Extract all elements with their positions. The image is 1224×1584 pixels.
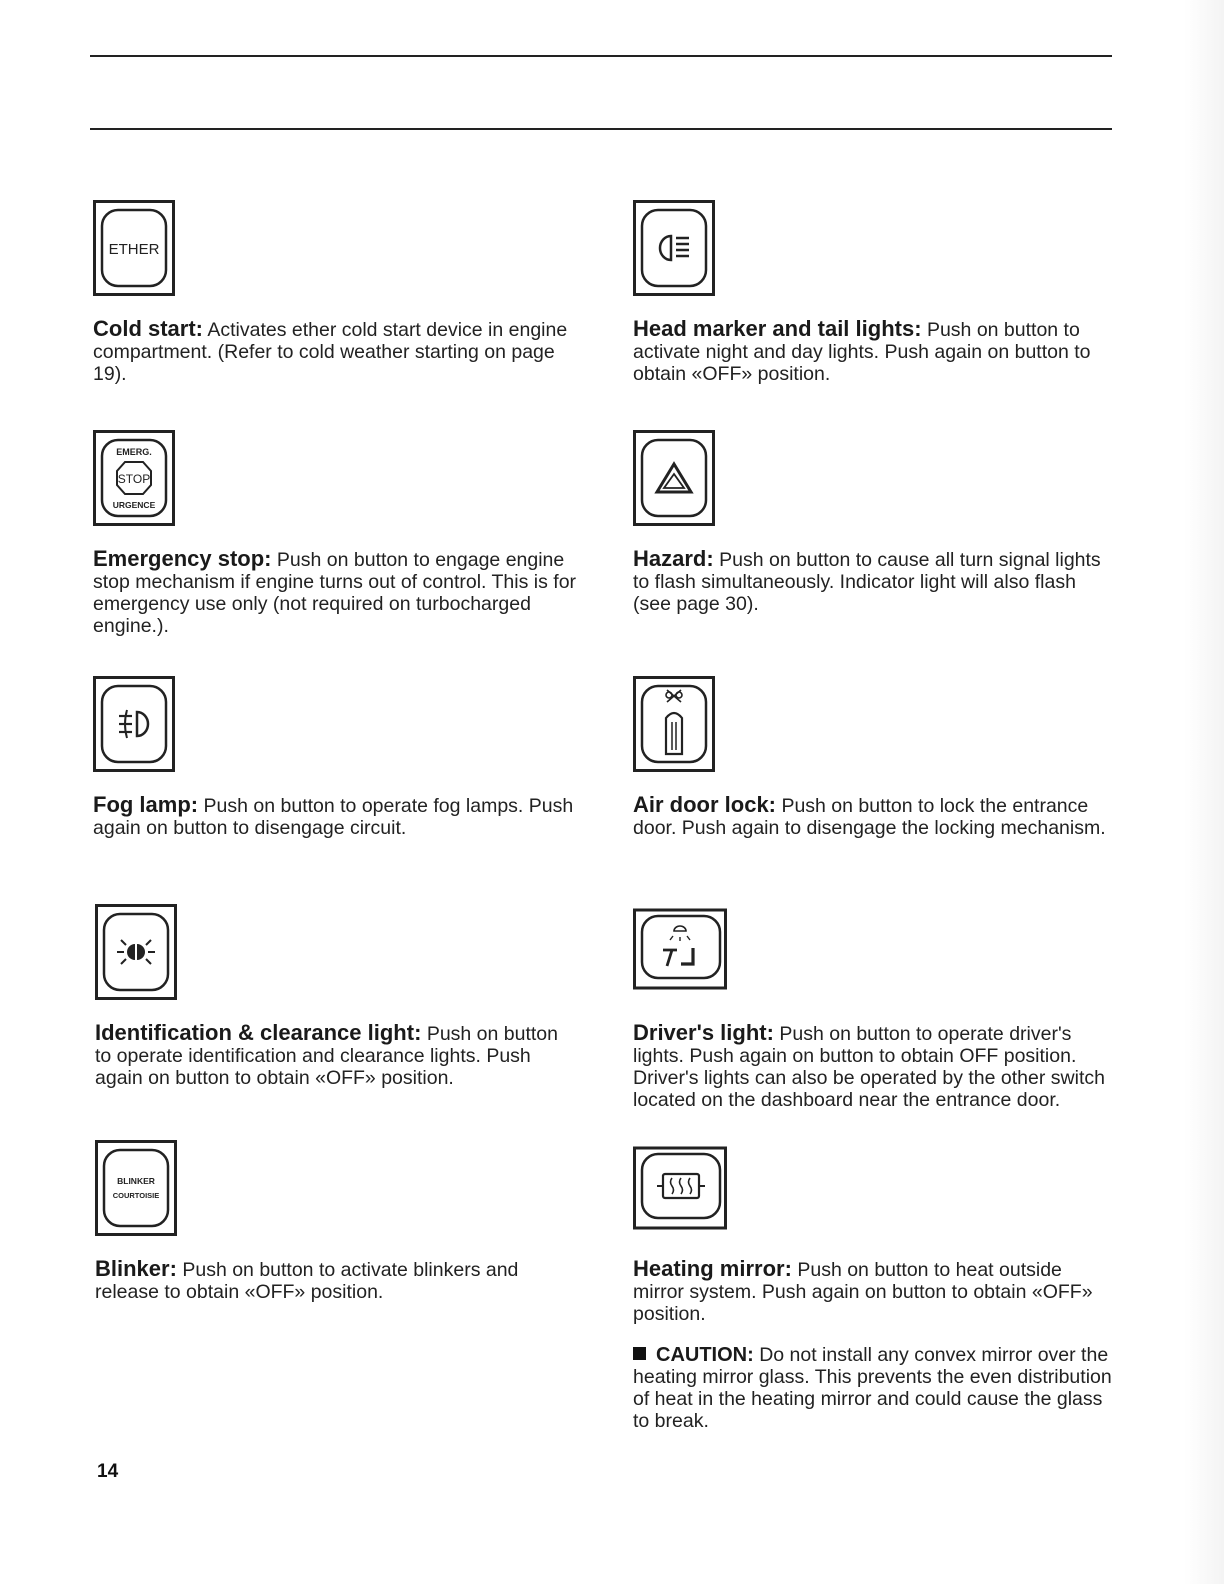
top-rule <box>90 55 1112 57</box>
term-head-marker: Head marker and tail lights: <box>633 316 922 341</box>
entry-drivers-light <box>633 904 1117 1111</box>
caution-square-icon <box>633 1347 646 1360</box>
caution-note <box>633 1344 1123 1432</box>
text-air-door-lock: Push on button to lock the entrance door. Push again to disengage the locking mechanism. <box>633 795 1106 839</box>
entry-fog-lamp <box>93 676 577 839</box>
entry-emergency-stop <box>93 430 577 637</box>
entry-cold-start <box>93 200 577 385</box>
term-cold-start: Cold start: <box>93 316 203 341</box>
entry-head-marker <box>633 200 1117 385</box>
text-cold-start: Activates ether cold start device in engine compartment. (Refer to cold weather starting on page 19). <box>93 319 568 385</box>
term-clearance-light: Identification & clearance light: <box>95 1020 422 1045</box>
page-number: 14 <box>97 1461 119 1482</box>
text-blinker: Push on button to activate blinkers and release to obtain «OFF» position. <box>95 1259 519 1303</box>
emerg-label: EMERG. <box>116 447 152 457</box>
text-head-marker: Push on button to activate night and day lights. Push again on button to obtain «OFF» position. <box>633 319 1091 385</box>
emergency-stop-switch-icon <box>93 430 175 526</box>
heating-mirror-switch-icon <box>633 1140 729 1236</box>
ether-label: ETHER <box>108 241 160 258</box>
text-drivers-light: Push on button to operate driver's lights. Push again on button to obtain OFF position. Driver's lights can also be operated by the other switch located on the dashboard near the entrance door. <box>633 1023 1105 1111</box>
entry-clearance-light <box>95 904 579 1089</box>
drivers-light-switch-icon <box>633 904 729 1000</box>
term-drivers-light: Driver's light: <box>633 1020 774 1045</box>
air-door-lock-switch-icon <box>633 676 715 772</box>
text-hazard: Push on button to cause all turn signal lights to flash simultaneously. Indicator light will also flash (see page 30). <box>633 549 1101 615</box>
head-marker-lights-switch-icon <box>633 200 715 296</box>
term-fog-lamp: Fog lamp: <box>93 792 199 817</box>
term-blinker: Blinker: <box>95 1256 177 1281</box>
clearance-light-switch-icon <box>95 904 177 1000</box>
header-rule <box>90 128 1112 130</box>
caution-text: Do not install any convex mirror over the heating mirror glass. This prevents the even distribution of heat in the heating mirror and could cause the glass to break. <box>633 1344 1112 1432</box>
term-hazard: Hazard: <box>633 546 714 571</box>
text-fog-lamp: Push on button to operate fog lamps. Push again on button to disengage circuit. <box>93 795 574 839</box>
blinker-switch-icon <box>95 1140 177 1236</box>
entry-heating-mirror <box>633 1140 1117 1325</box>
urgence-label: URGENCE <box>112 500 156 510</box>
blinker-label: BLINKER <box>117 1176 155 1186</box>
entry-hazard <box>633 430 1117 615</box>
text-emergency-stop: Push on button to engage engine stop mechanism if engine turns out of control. This is for emergency use only (not required on turbocharged engine.). <box>93 549 577 637</box>
term-air-door-lock: Air door lock: <box>633 792 777 817</box>
entry-air-door-lock <box>633 676 1117 839</box>
page-edge-shadow <box>1184 0 1224 1584</box>
ether-switch-icon <box>93 200 175 296</box>
term-heating-mirror: Heating mirror: <box>633 1256 792 1281</box>
entry-blinker <box>95 1140 579 1303</box>
caution-label: CAUTION: <box>656 1344 754 1366</box>
term-emergency-stop: Emergency stop: <box>93 546 272 571</box>
courtoisie-label: COURTOISIE <box>112 1191 160 1200</box>
text-heating-mirror: Push on button to heat outside mirror system. Push again on button to obtain «OFF» position. <box>633 1259 1093 1325</box>
hazard-switch-icon <box>633 430 715 526</box>
stop-label: STOP <box>117 472 151 486</box>
text-clearance-light: Push on button to operate identification and clearance lights. Push again on button to obtain «OFF» position. <box>95 1023 558 1089</box>
fog-lamp-switch-icon <box>93 676 175 772</box>
